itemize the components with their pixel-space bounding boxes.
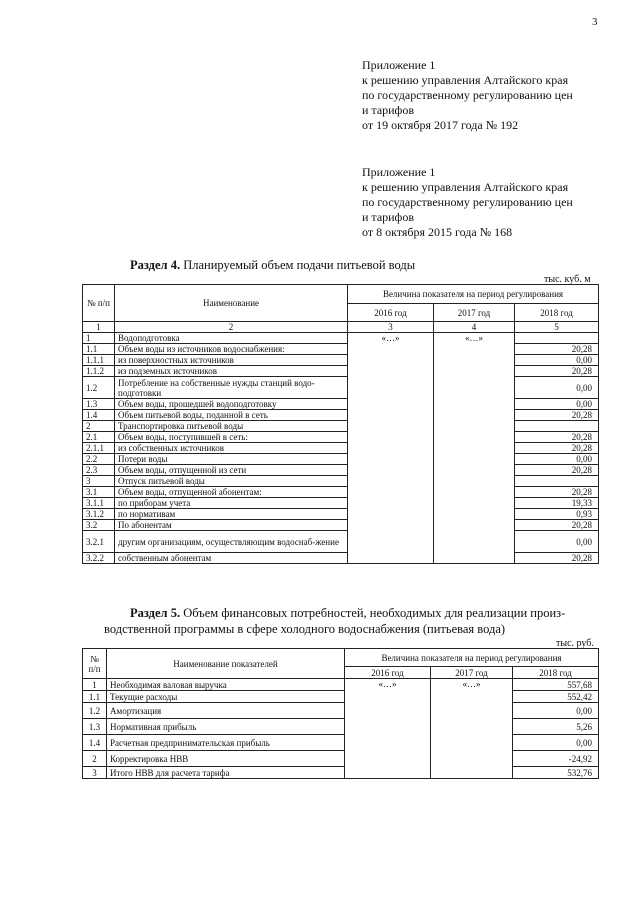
section5-label: Раздел 5. [130, 606, 181, 620]
row-value-2018: 0,00 [515, 454, 599, 465]
annex-line: и тарифов [362, 210, 415, 224]
row-name: Амортизация [107, 703, 345, 719]
table-row [83, 509, 599, 520]
annex-line: к решению управления Алтайского края [362, 73, 569, 87]
section5-title-line2: водственной программы в сфере холодного водоснабжения (питьевая вода) [104, 622, 506, 636]
table-row [83, 767, 599, 779]
table-row [83, 366, 599, 377]
row-value-2018: 0,00 [515, 399, 599, 410]
row-name: Транспортировка питьевой воды [115, 421, 348, 432]
row-name: по приборам учета [115, 498, 348, 509]
row-num: 1.1.2 [83, 366, 115, 377]
row-num: 3.1.2 [83, 509, 115, 520]
header-2018: 2018 год [515, 304, 599, 322]
table-row [83, 553, 599, 564]
section4-units: тыс. куб. м [544, 274, 591, 285]
row-value-2018: 0,00 [515, 377, 599, 399]
section5-units: тыс. руб. [556, 638, 594, 649]
row-name: По абонентам [115, 520, 348, 531]
row-name: другим организациям, осуществляющим водоснаб-жение [115, 531, 348, 553]
header-name: Наименование [115, 285, 348, 322]
annex-block-current [362, 58, 573, 133]
row-num: 1.1.1 [83, 355, 115, 366]
table-row [83, 679, 599, 691]
table-row [83, 443, 599, 454]
row-num: 2.1 [83, 432, 115, 443]
row-value-2018: 20,28 [515, 487, 599, 498]
annex-line: от 8 октября 2015 года № 168 [362, 225, 513, 239]
row-num: 1.3 [83, 399, 115, 410]
row-name: Корректировка НВВ [107, 751, 345, 767]
header-num: № п/п [83, 285, 115, 322]
table-row [83, 476, 599, 487]
colnum: 2 [115, 322, 348, 333]
annex-line: к решению управления Алтайского края [362, 180, 569, 194]
row-value-2018: 20,28 [515, 344, 599, 355]
row-num: 1 [83, 679, 107, 691]
table-row [83, 454, 599, 465]
row-name: Итого НВВ для расчета тарифа [107, 767, 345, 779]
section4-title-text: Планируемый объем подачи питьевой воды [183, 258, 416, 272]
header-period: Величина показателя на период регулирования [348, 285, 599, 304]
row-name: Необходимая валовая выручка [107, 679, 345, 691]
row-value-2018: 20,28 [515, 553, 599, 564]
row-value-2018 [515, 476, 599, 487]
row-name: Водоподготовка [115, 333, 348, 344]
table-row [83, 344, 599, 355]
row-name: собственным абонентам [115, 553, 348, 564]
row-value-2018: 0,00 [515, 531, 599, 553]
row-num: 2.1.1 [83, 443, 115, 454]
row-name: по нормативам [115, 509, 348, 520]
row-value-2018: 20,28 [515, 410, 599, 421]
section4-label: Раздел 4. [130, 258, 181, 272]
row-value-2018: 20,28 [515, 432, 599, 443]
row-name: Потери воды [115, 454, 348, 465]
section5-title [104, 605, 594, 637]
colnum: 3 [348, 322, 434, 333]
row-num: 1.4 [83, 735, 107, 751]
row-name: Текущие расходы [107, 691, 345, 703]
row-name: Нормативная прибыль [107, 719, 345, 735]
row-name: Объем воды из источников водоснабжения: [115, 344, 348, 355]
annex-line: по государственному регулированию цен [362, 88, 573, 102]
row-value-2018: -24,92 [513, 751, 599, 767]
row-num: 1.1 [83, 344, 115, 355]
row-value-2018: 0,00 [513, 703, 599, 719]
row-name: Объем воды, отпущенной из сети [115, 465, 348, 476]
row-value-2018: 0,00 [513, 735, 599, 751]
annex-line: и тарифов [362, 103, 415, 117]
row-num: 3.2 [83, 520, 115, 531]
row-num: 1.3 [83, 719, 107, 735]
row-name: Потребление на собственные нужды станций водо-подготовки [115, 377, 348, 399]
row-num: 2.3 [83, 465, 115, 476]
row-num: 3 [83, 476, 115, 487]
header-2017: 2017 год [434, 304, 515, 322]
row-value-2018: 532,76 [513, 767, 599, 779]
merged-2017: «…» [434, 333, 515, 564]
table-row [83, 735, 599, 751]
merged-2016: «…» [345, 679, 431, 779]
colnum: 5 [515, 322, 599, 333]
row-num: 3.1 [83, 487, 115, 498]
row-value-2018: 5,26 [513, 719, 599, 735]
annex-line: Приложение 1 [362, 58, 436, 72]
row-value-2018 [515, 333, 599, 344]
annex-line: по государственному регулированию цен [362, 195, 573, 209]
table-row [83, 498, 599, 509]
row-num: 3 [83, 767, 107, 779]
table-row [83, 377, 599, 399]
row-value-2018: 20,28 [515, 465, 599, 476]
row-value-2018 [515, 421, 599, 432]
section5-title-line1: Объем финансовых потребностей, необходимых для реализации произ- [183, 606, 566, 620]
row-name: из подземных источников [115, 366, 348, 377]
row-name: Объем питьевой воды, поданной в сеть [115, 410, 348, 421]
row-name: Отпуск питьевой воды [115, 476, 348, 487]
row-num: 3.1.1 [83, 498, 115, 509]
row-num: 1 [83, 333, 115, 344]
colnum: 4 [434, 322, 515, 333]
row-name: Объем воды, отпущенной абонентам: [115, 487, 348, 498]
table-row [83, 531, 599, 553]
table-row [83, 355, 599, 366]
row-value-2018: 0,93 [515, 509, 599, 520]
header-2016: 2016 год [348, 304, 434, 322]
header-name: Наименование показателей [107, 649, 345, 679]
table-row [83, 719, 599, 735]
header-period: Величина показателя на период регулирования [345, 649, 599, 667]
row-name: из собственных источников [115, 443, 348, 454]
section4-title [130, 257, 415, 273]
table-row [83, 410, 599, 421]
row-num: 2 [83, 421, 115, 432]
row-value-2018: 557,68 [513, 679, 599, 691]
annex-block-original [362, 165, 573, 240]
row-value-2018: 20,28 [515, 366, 599, 377]
annex-line: от 19 октября 2017 года № 192 [362, 118, 519, 132]
row-num: 3.2.2 [83, 553, 115, 564]
row-name: из поверхностных источников [115, 355, 348, 366]
header-2017: 2017 год [431, 667, 513, 679]
row-num: 1.2 [83, 703, 107, 719]
merged-2017: «…» [431, 679, 513, 779]
header-2018: 2018 год [513, 667, 599, 679]
row-num: 1.4 [83, 410, 115, 421]
header-num: № п/п [83, 649, 107, 679]
section5-table [82, 648, 599, 779]
row-num: 2.2 [83, 454, 115, 465]
table-row [83, 432, 599, 443]
table-row [83, 487, 599, 498]
table-row [83, 520, 599, 531]
annex-line: Приложение 1 [362, 165, 436, 179]
row-value-2018: 20,28 [515, 520, 599, 531]
page-number: 3 [592, 16, 598, 28]
row-name: Объем воды, поступившей в сеть: [115, 432, 348, 443]
table-row [83, 399, 599, 410]
section4-table [82, 284, 599, 564]
table-row [83, 703, 599, 719]
row-value-2018: 20,28 [515, 443, 599, 454]
row-num: 3.2.1 [83, 531, 115, 553]
table-row [83, 751, 599, 767]
header-2016: 2016 год [345, 667, 431, 679]
row-num: 1.1 [83, 691, 107, 703]
table-row [83, 421, 599, 432]
table-row [83, 691, 599, 703]
colnum: 1 [83, 322, 115, 333]
row-name: Расчетная предпринимательская прибыль [107, 735, 345, 751]
table-row [83, 333, 599, 344]
row-value-2018: 0,00 [515, 355, 599, 366]
merged-2016: «…» [348, 333, 434, 564]
row-value-2018: 552,42 [513, 691, 599, 703]
row-value-2018: 19,33 [515, 498, 599, 509]
row-num: 2 [83, 751, 107, 767]
row-num: 1.2 [83, 377, 115, 399]
row-name: Объем воды, прошедшей водоподготовку [115, 399, 348, 410]
table-row [83, 465, 599, 476]
